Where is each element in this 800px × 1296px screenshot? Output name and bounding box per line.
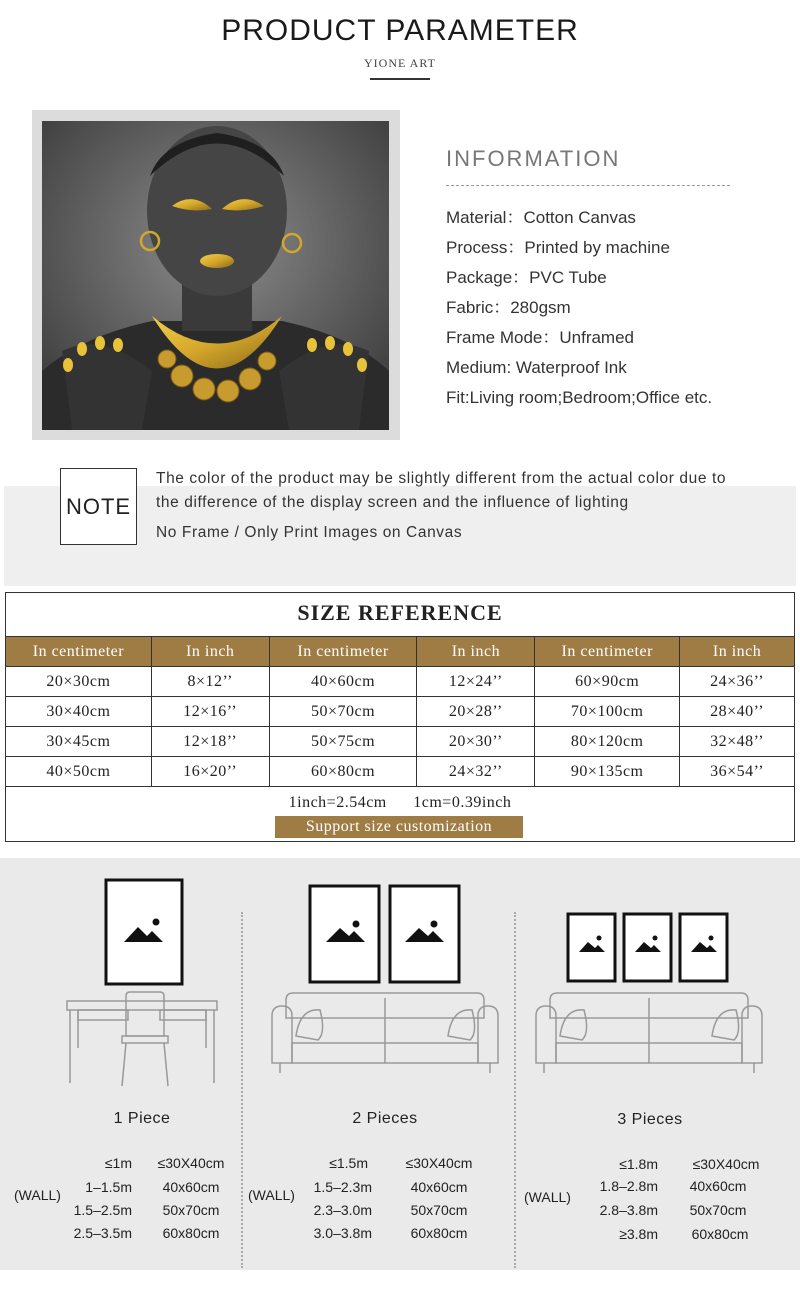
size-value: 40x60cm [410, 1179, 468, 1195]
conversion-inch: 1inch=2.54cm [288, 794, 387, 811]
info-material: Material：Cotton Canvas [446, 208, 636, 227]
page-title: PRODUCT PARAMETER [221, 14, 579, 47]
size-value: 50x70cm [162, 1202, 220, 1218]
single-frame-icon [106, 880, 182, 984]
table-cell: 36×54’’ [680, 757, 795, 787]
triple-frame-icon [568, 914, 727, 981]
table-cell: 20×30’’ [417, 727, 535, 757]
table-cell: 90×135cm [535, 757, 680, 787]
table-cell: 24×36’’ [680, 667, 795, 697]
distance-value: ≤1.5m [329, 1155, 368, 1171]
distance-value: ≤1m [104, 1155, 132, 1171]
distance-value: 1–1.5m [85, 1179, 132, 1195]
size-value: 40x60cm [689, 1178, 747, 1194]
header-inch: In inch [417, 637, 535, 667]
info-frame-mode: Frame Mode：Unframed [446, 328, 635, 347]
room-illustrations [0, 858, 800, 1098]
table-cell: 20×28’’ [417, 697, 535, 727]
table-cell: 12×18’’ [151, 727, 269, 757]
wall-label: (WALL) [524, 1189, 571, 1205]
header-cm: In centimeter [6, 637, 152, 667]
note-line-2: the difference of the display screen and the influence of lighting [156, 494, 629, 511]
wall-label: (WALL) [14, 1187, 61, 1203]
table-cell: 70×100cm [535, 697, 680, 727]
table-cell: 30×45cm [6, 727, 152, 757]
table-cell: 8×12’’ [151, 667, 269, 697]
size-value: 60x80cm [691, 1226, 749, 1242]
header-cm: In centimeter [269, 637, 417, 667]
information-title: INFORMATION [446, 146, 621, 171]
table-cell: 60×90cm [535, 667, 680, 697]
table-row [6, 697, 795, 727]
distance-value: 3.0–3.8m [313, 1225, 372, 1241]
table-cell: 50×70cm [269, 697, 417, 727]
note-line-3: No Frame / Only Print Images on Canvas [156, 524, 463, 541]
distance-value: ≤1.8m [619, 1156, 658, 1172]
size-value: 40x60cm [162, 1179, 220, 1195]
table-cell: 60×80cm [269, 757, 417, 787]
double-frame-icon [310, 886, 459, 982]
distance-value: 1.8–2.8m [599, 1178, 658, 1194]
distance-value: 2.5–3.5m [73, 1225, 132, 1241]
size-reference-title: SIZE REFERENCE [297, 600, 503, 625]
info-medium: Medium: Waterproof Ink [446, 358, 627, 377]
table-cell: 50×75cm [269, 727, 417, 757]
conversion-cm: 1cm=0.39inch [413, 794, 512, 811]
size-value: ≤30X40cm [157, 1155, 225, 1171]
info-package: Package：PVC Tube [446, 268, 607, 287]
table-cell: 12×16’’ [151, 697, 269, 727]
customization-badge: Support size customization [275, 816, 523, 838]
table-cell: 16×20’’ [151, 757, 269, 787]
size-value: 60x80cm [410, 1225, 468, 1241]
info-fabric: Fabric：280gsm [446, 298, 571, 317]
size-table [5, 636, 795, 787]
product-image [42, 121, 389, 430]
two-pieces-label: 2 Pieces [352, 1110, 418, 1127]
size-value: ≤30X40cm [405, 1155, 473, 1171]
sofa-icon [272, 993, 498, 1073]
three-pieces-label: 3 Pieces [617, 1111, 683, 1128]
table-row [6, 667, 795, 697]
distance-value: 1.5–2.3m [313, 1179, 372, 1195]
table-row [6, 757, 795, 787]
desk-chair-icon [67, 992, 217, 1086]
info-fit: Fit:Living room;Bedroom;Office etc. [446, 388, 713, 407]
brand-underline [370, 78, 430, 80]
size-value: 60x80cm [162, 1225, 220, 1241]
unit-conversion [5, 794, 795, 812]
distance-value: 2.8–3.8m [599, 1202, 658, 1218]
table-cell: 80×120cm [535, 727, 680, 757]
info-process: Process：Printed by machine [446, 238, 670, 257]
size-value: 50x70cm [410, 1202, 468, 1218]
distance-value: ≥3.8m [619, 1226, 658, 1242]
table-cell: 30×40cm [6, 697, 152, 727]
sofa-icon [536, 993, 762, 1073]
table-cell: 40×50cm [6, 757, 152, 787]
information-list [446, 206, 796, 416]
table-cell: 24×32’’ [417, 757, 535, 787]
header-cm: In centimeter [535, 637, 680, 667]
header-inch: In inch [151, 637, 269, 667]
table-cell: 28×40’’ [680, 697, 795, 727]
table-cell: 20×30cm [6, 667, 152, 697]
distance-value: 1.5–2.5m [73, 1202, 132, 1218]
note-line-1: The color of the product may be slightly different from the actual color due to [156, 470, 727, 487]
table-cell: 12×24’’ [417, 667, 535, 697]
size-table-header [6, 637, 795, 667]
one-piece-label: 1 Piece [113, 1110, 171, 1127]
wall-label: (WALL) [248, 1187, 295, 1203]
distance-value: 2.3–3.0m [313, 1202, 372, 1218]
size-value: 50x70cm [689, 1202, 747, 1218]
size-value: ≤30X40cm [692, 1156, 760, 1172]
note-label: NOTE [60, 468, 137, 545]
table-cell: 32×48’’ [680, 727, 795, 757]
header-inch: In inch [680, 637, 795, 667]
table-cell: 40×60cm [269, 667, 417, 697]
table-row [6, 727, 795, 757]
brand-name: YIONE ART [364, 56, 436, 70]
information-divider [446, 185, 730, 186]
